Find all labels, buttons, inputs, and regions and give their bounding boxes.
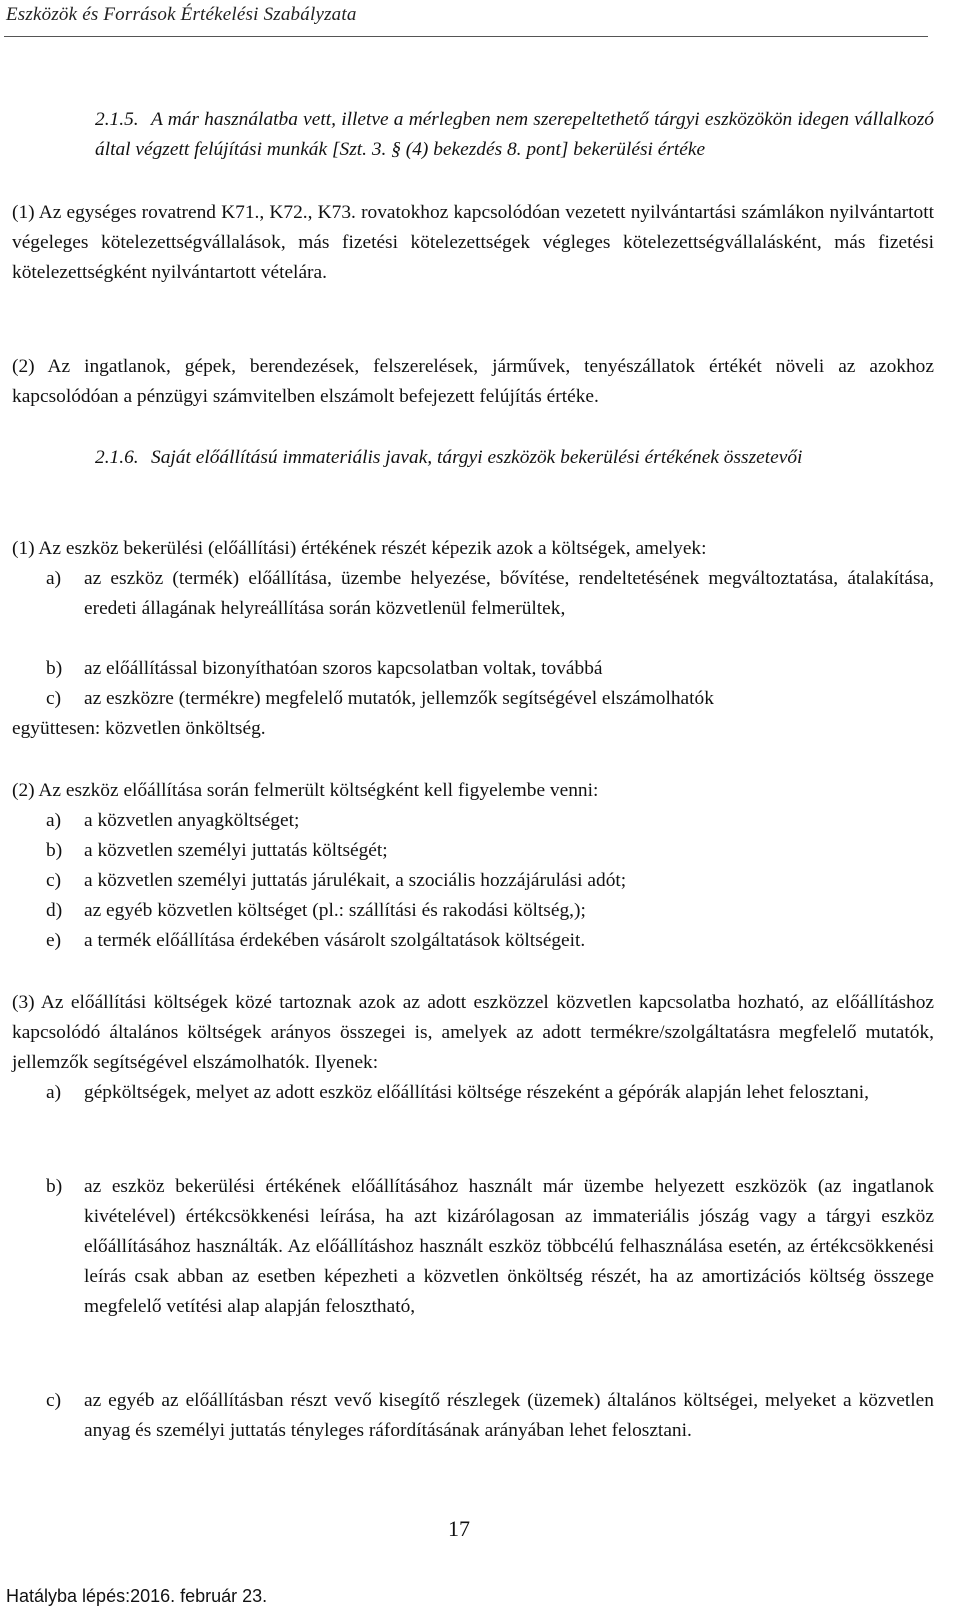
- list-item: [12, 684, 934, 714]
- paragraph-text: (1) Az egységes rovatrend K71., K72., K73. rovatokhoz kapcsolódóan vezetett nyilvántartási számlákon nyilvántartott végeleges kötelezettségvállalások, más fizetési kötelezettségek végleges kötelezettségvállalásként, más fizetési kötelezettségként nyilvántartott vételára.: [12, 202, 934, 283]
- list-item-text: az előállítással bizonyíthatóan szoros kapcsolatban voltak, továbbá: [84, 658, 603, 679]
- paragraph-text: (3) Az előállítási költségek közé tartoznak azok az adott eszközzel közvetlen kapcsolatba hozható, az előállításhoz kapcsolódó általános költségek arányos összegei is, amelyek az adott termékre/szolgáltatásra megfelelő mutatók, jellemzők segítségével elszámolhatók. Ilyenek:: [12, 992, 934, 1073]
- paragraph-216-1-outro: [12, 714, 934, 744]
- section-title: Saját előállítású immateriális javak, tárgyi eszközök bekerülési értékének összetevői: [151, 447, 803, 468]
- list-item-label: b): [46, 1176, 63, 1197]
- list-item-text: az eszközre (termékre) megfelelő mutatók, jellemzők segítségével elszámolhatók: [84, 688, 714, 709]
- paragraph-text: (2) Az ingatlanok, gépek, berendezések, felszerelések, járművek, tenyészállatok értékét növeli az azokhoz kapcsolódóan a pénzügyi számvitelben elszámolt befejezett felújítás értéke.: [12, 356, 934, 407]
- paragraph-text: (1) Az eszköz bekerülési (előállítási) értékének részét képezik azok a költségek, amelyek:: [12, 538, 707, 559]
- list-item-text: az eszköz bekerülési értékének előállításához használt már üzembe helyezett eszközök (az ingatlanok kivételével) értékcsökkenési leírása, ha azt kizárólagosan az immateriális jószág vagy a tárgyi eszköz előállításához használták. Az előállításhoz használt eszköz többcélú felhasználása esetén, az értékcsökkenési leírás csak abban az esetben képezheti a közvetlen önköltség részét, ha az amortizációs költség összege megfelelő vetítési alap alapján felosztható,: [84, 1176, 934, 1317]
- list-item-text: a közvetlen anyagköltséget;: [84, 810, 300, 831]
- paragraph-215-2: [12, 352, 934, 412]
- paragraph-216-1-intro: [12, 534, 934, 564]
- list-item-text: az egyéb az előállításban részt vevő kisegítő részlegek (üzemek) általános költségei, melyeket a közvetlen anyag és személyi juttatás tényleges ráfordításának arányában lehet felosztani.: [84, 1390, 934, 1441]
- list-item: [12, 866, 934, 896]
- header-divider: [4, 36, 928, 37]
- effective-date: Hatályba lépés:2016. február 23.: [6, 1586, 268, 1606]
- list-item-text: gépköltségek, melyet az adott eszköz előállítási költsége részeként a gépórák alapján lehet felosztani,: [84, 1082, 869, 1103]
- list-item-label: c): [46, 1390, 62, 1411]
- paragraph-216-3-intro: [12, 988, 934, 1078]
- list-item-label: a): [46, 568, 62, 589]
- section-heading-2-1-6: [95, 443, 934, 473]
- paragraph-216-2-intro: [12, 776, 934, 806]
- list-item-text: a közvetlen személyi juttatás költségét;: [84, 840, 388, 861]
- list-item: [12, 806, 934, 836]
- paragraph-text: (2) Az eszköz előállítása során felmerült költségként kell figyelembe venni:: [12, 780, 599, 801]
- list-item: [12, 1078, 934, 1108]
- paragraph-215-1: [12, 198, 934, 288]
- list-item: [12, 896, 934, 926]
- list-item-label: a): [46, 810, 62, 831]
- list-item-label: a): [46, 1082, 62, 1103]
- list-item-text: a termék előállítása érdekében vásárolt szolgáltatások költségeit.: [84, 930, 586, 951]
- list-item-label: b): [46, 840, 63, 861]
- list-item-label: b): [46, 658, 63, 679]
- list-item: [12, 836, 934, 866]
- list-item: [12, 1386, 934, 1446]
- paragraph-text: együttesen: közvetlen önköltség.: [12, 718, 266, 739]
- section-title: A már használatba vett, illetve a mérlegben nem szerepeltethető tárgyi eszközökön idegen vállalkozó által végzett felújítási munkák [Szt. 3. § (4) bekezdés 8. pont] bekerülési értéke: [95, 109, 934, 160]
- list-item-label: d): [46, 900, 63, 921]
- list-item: [12, 1172, 934, 1322]
- section-heading-2-1-5: [95, 105, 934, 165]
- list-item-text: az eszköz (termék) előállítása, üzembe helyezése, bővítése, rendeltetésének megváltoztatása, átalakítása, eredeti állagának helyreállítása során közvetlenül felmerültek,: [84, 568, 934, 619]
- section-number: 2.1.6.: [95, 447, 139, 468]
- list-item-text: a közvetlen személyi juttatás járulékait, a szociális hozzájárulási adót;: [84, 870, 627, 891]
- list-item: [12, 564, 934, 624]
- list-item-label: c): [46, 870, 62, 891]
- section-number: 2.1.5.: [95, 109, 139, 130]
- list-item: [12, 654, 934, 684]
- list-item-label: e): [46, 930, 62, 951]
- list-item-text: az egyéb közvetlen költséget (pl.: szállítási és rakodási költség,);: [84, 900, 586, 921]
- running-header: Eszközök és Források Értékelési Szabályzata: [6, 4, 357, 25]
- list-item-label: c): [46, 688, 62, 709]
- list-item: [12, 926, 934, 956]
- page-number: 17: [448, 1516, 470, 1541]
